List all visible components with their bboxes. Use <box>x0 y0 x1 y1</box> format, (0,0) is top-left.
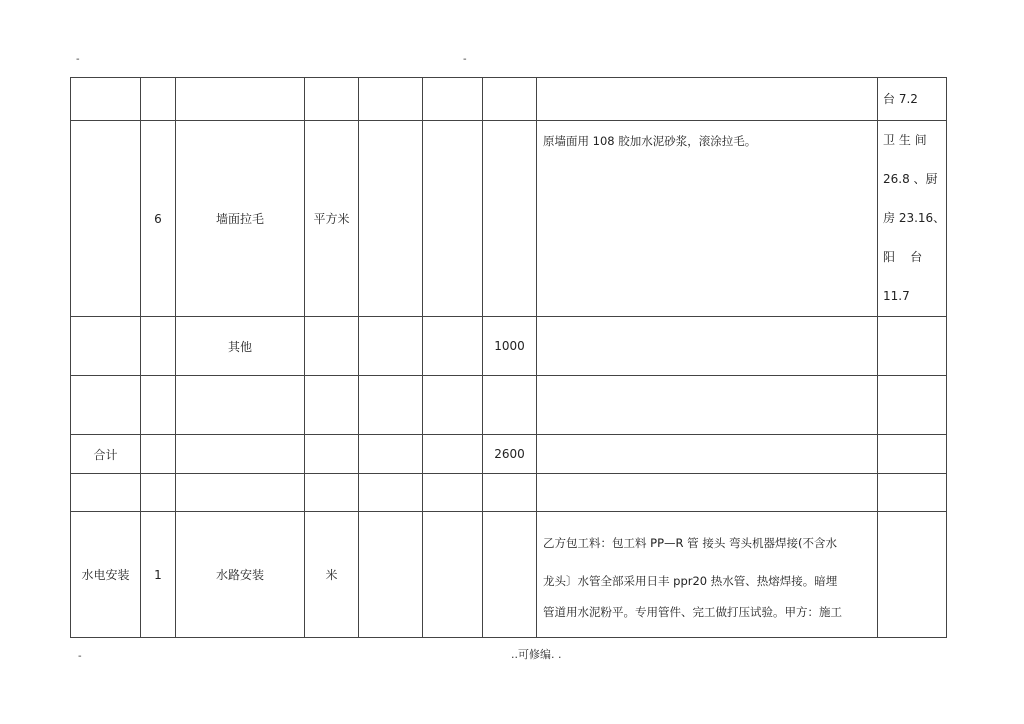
desc-cell <box>537 317 878 376</box>
no-cell <box>141 78 176 121</box>
table-row <box>71 317 947 376</box>
no-cell: 6 <box>141 121 176 317</box>
table-row <box>71 121 947 317</box>
desc-line: 乙方包工料：包工料 PP—R 管 接头 弯头机器焊接(不含水 <box>543 536 837 550</box>
unit-cell <box>305 376 359 435</box>
amount-cell <box>483 78 537 121</box>
table-row <box>71 474 947 512</box>
section-cell <box>71 474 141 512</box>
remark-line: 11.7 <box>883 289 910 303</box>
no-cell: 1 <box>141 512 176 638</box>
item-cell <box>176 474 305 512</box>
remark-cell: 台 7.2 <box>878 78 947 121</box>
table-row <box>71 512 947 638</box>
section-cell <box>71 376 141 435</box>
blank-cell <box>359 317 423 376</box>
footer-editable-note: ..可修编. . <box>511 648 562 661</box>
desc-line: 管道用水泥粉平。专用管件、完工做打压试验。甲方：施工 <box>543 605 842 619</box>
blank-cell <box>359 121 423 317</box>
unit-cell <box>305 474 359 512</box>
section-cell: 水电安装 <box>71 512 141 638</box>
remark-line: 卫 生 间 <box>883 133 927 147</box>
desc-cell <box>537 474 878 512</box>
blank-cell <box>359 435 423 474</box>
remark-line: 阳 台 <box>883 250 923 264</box>
blank-cell <box>423 512 483 638</box>
item-cell <box>176 78 305 121</box>
quotation-table <box>70 77 947 638</box>
desc-cell <box>537 512 878 638</box>
amount-cell <box>483 474 537 512</box>
no-cell <box>141 317 176 376</box>
unit-cell: 米 <box>305 512 359 638</box>
desc-cell <box>537 435 878 474</box>
section-cell <box>71 121 141 317</box>
section-cell <box>71 317 141 376</box>
blank-cell <box>359 474 423 512</box>
blank-cell <box>423 78 483 121</box>
header-mark-left: - <box>76 54 80 65</box>
amount-cell <box>483 512 537 638</box>
amount-cell <box>483 376 537 435</box>
table-row <box>71 376 947 435</box>
blank-cell <box>359 376 423 435</box>
remark-cell <box>878 512 947 638</box>
desc-line: 龙头〕水管全部采用日丰 ppr20 热水管、热熔焊接。暗埋 <box>543 574 838 588</box>
blank-cell <box>423 317 483 376</box>
unit-cell <box>305 78 359 121</box>
footer-mark-left: - <box>78 651 82 662</box>
desc-cell <box>537 78 878 121</box>
amount-cell: 2600 <box>483 435 537 474</box>
remark-cell <box>878 121 947 317</box>
unit-cell <box>305 317 359 376</box>
desc-cell <box>537 376 878 435</box>
no-cell <box>141 435 176 474</box>
remark-cell <box>878 474 947 512</box>
blank-cell <box>359 512 423 638</box>
remark-line: 房 23.16、 <box>883 211 946 225</box>
remark-cell <box>878 435 947 474</box>
blank-cell <box>423 474 483 512</box>
desc-cell: 原墙面用 108 胶加水泥砂浆，滚涂拉毛。 <box>537 121 878 317</box>
item-cell <box>176 376 305 435</box>
table-row <box>71 435 947 474</box>
item-cell <box>176 435 305 474</box>
amount-cell: 1000 <box>483 317 537 376</box>
section-cell: 合计 <box>71 435 141 474</box>
no-cell <box>141 376 176 435</box>
header-mark-right: - <box>463 54 467 65</box>
remark-cell <box>878 376 947 435</box>
table-row <box>71 78 947 121</box>
blank-cell <box>359 78 423 121</box>
remark-line: 26.8 、厨 <box>883 172 938 186</box>
no-cell <box>141 474 176 512</box>
blank-cell <box>423 376 483 435</box>
item-cell: 其他 <box>176 317 305 376</box>
unit-cell <box>305 435 359 474</box>
item-cell: 水路安装 <box>176 512 305 638</box>
remark-cell <box>878 317 947 376</box>
blank-cell <box>423 121 483 317</box>
amount-cell <box>483 121 537 317</box>
blank-cell <box>423 435 483 474</box>
item-cell: 墙面拉毛 <box>176 121 305 317</box>
section-cell <box>71 78 141 121</box>
unit-cell: 平方米 <box>305 121 359 317</box>
